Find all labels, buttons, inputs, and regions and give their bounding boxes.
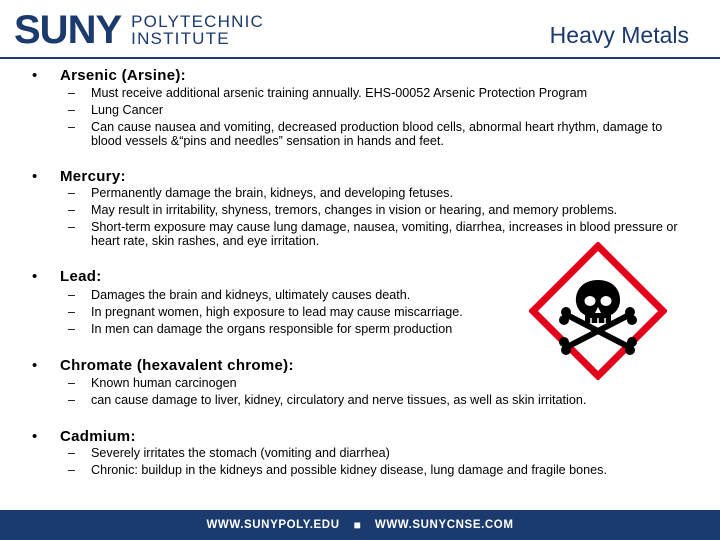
footer-link-sunypoly[interactable]: WWW.SUNYPOLY.EDU (206, 519, 340, 531)
list-item: – May result in irritability, shyness, tremors, changes in vision or hearing, and memory problems. (68, 203, 618, 217)
bullet-icon: • (32, 268, 38, 285)
section-title-cadmium: Cadmium: (60, 428, 136, 445)
list-item: – Must receive additional arsenic training annually. EHS-00052 Arsenic Protection Program (68, 86, 588, 100)
section-title-lead: Lead: (60, 268, 102, 285)
slide-footer (0, 510, 720, 540)
list-item: – Can cause nausea and vomiting, decreased production blood cells, abnormal heart rhythm, damage to blood vessels &“pins and needles” sensation in hands and feet. (68, 120, 663, 148)
skull-and-crossbones-icon (529, 242, 667, 380)
section-title-arsenic: Arsenic (Arsine): (60, 67, 186, 84)
logo-line-2: INSTITUTE (131, 29, 230, 48)
list-item: – Short-term exposure may cause lung damage, nausea, vomiting, diarrhea, increases in blood pressure or heart rate, skin rashes, and eye irritation. (68, 220, 678, 248)
bullet-icon: • (32, 168, 38, 185)
suny-poly-logo (14, 8, 264, 52)
list-item: – Severely irritates the stomach (vomiting and diarrhea) (68, 446, 390, 460)
header-divider (0, 57, 720, 59)
footer-separator: ■ (353, 518, 361, 532)
list-item: – Damages the brain and kidneys, ultimately causes death. (68, 288, 411, 302)
logo-suny-text: SUNY (14, 8, 122, 52)
list-item: – Chronic: buildup in the kidneys and possible kidney disease, lung damage and fragile bones. (68, 463, 607, 477)
list-item: – Known human carcinogen (68, 376, 237, 390)
bullet-icon: • (32, 428, 38, 445)
logo-line-1: POLYTECHNIC (131, 12, 264, 31)
list-item: – In pregnant women, high exposure to lead may cause miscarriage. (68, 305, 463, 319)
list-item: – Lung Cancer (68, 103, 164, 117)
section-title-mercury: Mercury: (60, 168, 126, 185)
list-item: – In men can damage the organs responsible for sperm production (68, 322, 453, 336)
bullet-icon: • (32, 67, 38, 84)
section-title-chromate: Chromate (hexavalent chrome): (60, 357, 294, 374)
logo-poly-text (131, 13, 264, 47)
slide-title: Heavy Metals (549, 22, 689, 48)
slide-header (0, 0, 720, 58)
list-item: – Permanently damage the brain, kidneys, and developing fetuses. (68, 186, 453, 200)
list-item: – can cause damage to liver, kidney, circulatory and nerve tissues, as well as skin irritation. (68, 393, 587, 407)
footer-link-sunycnse[interactable]: WWW.SUNYCNSE.COM (374, 519, 514, 531)
bullet-icon: • (32, 357, 38, 374)
